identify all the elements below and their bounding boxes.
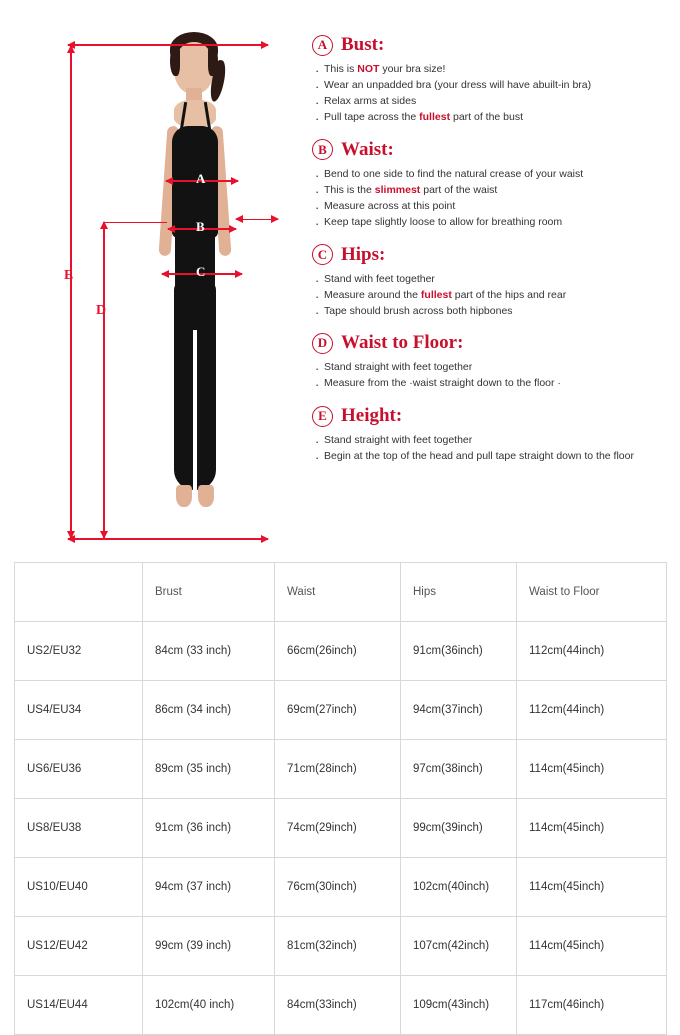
instruction-heading xyxy=(312,405,672,427)
instruction-heading xyxy=(312,244,672,266)
table-cell-waist-to-floor: 114cm(45inch) xyxy=(517,740,667,799)
instruction-heading xyxy=(312,34,672,56)
table-row xyxy=(15,799,667,858)
table-cell-waist-to-floor: 112cm(44inch) xyxy=(517,622,667,681)
top-garment-shape xyxy=(172,126,218,238)
badge-e: E xyxy=(312,406,333,427)
badge-b: B xyxy=(312,139,333,160)
table-cell-hips: 107cm(42inch) xyxy=(401,917,517,976)
figure-label-a: A xyxy=(196,171,206,186)
table-cell-bust: 99cm (39 inch) xyxy=(143,917,275,976)
instruction-block-hips xyxy=(312,244,672,320)
waist-extension-line xyxy=(236,219,278,220)
table-row xyxy=(15,622,667,681)
height-arrow-e xyxy=(70,46,72,538)
size-chart-table-wrapper xyxy=(14,562,666,1035)
table-cell-bust: 89cm (35 inch) xyxy=(143,740,275,799)
instruction-bullet: · Measure around the fullest part of the hips and rear xyxy=(312,288,672,304)
instruction-bullet: · Measure across at this point xyxy=(312,199,672,215)
figure-label-e: E xyxy=(64,268,74,283)
table-cell-size: US12/EU42 xyxy=(15,917,143,976)
table-cell-size: US14/EU44 xyxy=(15,976,143,1035)
table-cell-hips: 102cm(40inch) xyxy=(401,858,517,917)
instruction-bullet: · Begin at the top of the head and pull tape straight down to the floor xyxy=(312,449,672,465)
instruction-title-waist-to-floor: Waist to Floor: xyxy=(341,332,464,354)
instruction-bullet: · Stand straight with feet together xyxy=(312,433,672,449)
instruction-block-waist-to-floor xyxy=(312,332,672,392)
instruction-title-height: Height: xyxy=(341,405,403,427)
foot-left-shape xyxy=(176,485,192,507)
table-header-cell: Waist xyxy=(275,563,401,622)
instruction-heading xyxy=(312,332,672,354)
table-cell-bust: 91cm (36 inch) xyxy=(143,799,275,858)
table-cell-size: US2/EU32 xyxy=(15,622,143,681)
instruction-bullet: · Wear an unpadded bra (your dress will have abuilt-in bra) xyxy=(312,78,672,94)
instruction-title-waist: Waist: xyxy=(341,138,394,160)
table-header-cell: Hips xyxy=(401,563,517,622)
table-row xyxy=(15,681,667,740)
table-cell-hips: 97cm(38inch) xyxy=(401,740,517,799)
floor-line-arrow xyxy=(68,538,268,540)
leg-gap-shape xyxy=(193,330,197,490)
table-cell-size: US4/EU34 xyxy=(15,681,143,740)
badge-d: D xyxy=(312,333,333,354)
instruction-block-bust xyxy=(312,34,672,126)
instruction-bullet: · Bend to one side to find the natural crease of your waist xyxy=(312,167,672,183)
table-cell-bust: 86cm (34 inch) xyxy=(143,681,275,740)
table-cell-waist-to-floor: 114cm(45inch) xyxy=(517,858,667,917)
table-header-row xyxy=(15,563,667,622)
instruction-bullet: · Pull tape across the fullest part of the bust xyxy=(312,110,672,126)
table-cell-bust: 102cm(40 inch) xyxy=(143,976,275,1035)
instruction-bullet: · Measure from the ·waist straight down to the floor · xyxy=(312,376,672,392)
waist-to-floor-arrow-d xyxy=(103,222,105,538)
table-cell-waist-to-floor: 112cm(44inch) xyxy=(517,681,667,740)
instruction-bullet: · Stand straight with feet together xyxy=(312,360,672,376)
table-cell-hips: 94cm(37inch) xyxy=(401,681,517,740)
foot-right-shape xyxy=(198,485,214,507)
table-cell-size: US10/EU40 xyxy=(15,858,143,917)
instruction-block-waist xyxy=(312,139,672,231)
instructions-list xyxy=(312,34,672,478)
table-cell-waist: 84cm(33inch) xyxy=(275,976,401,1035)
badge-a: A xyxy=(312,35,333,56)
table-cell-hips: 99cm(39inch) xyxy=(401,799,517,858)
table-cell-waist: 69cm(27inch) xyxy=(275,681,401,740)
table-cell-bust: 84cm (33 inch) xyxy=(143,622,275,681)
table-cell-waist: 66cm(26inch) xyxy=(275,622,401,681)
instruction-bullet: · Tape should brush across both hipbones xyxy=(312,304,672,320)
table-cell-waist: 71cm(28inch) xyxy=(275,740,401,799)
table-cell-waist-to-floor: 114cm(45inch) xyxy=(517,917,667,976)
model-illustration xyxy=(130,30,260,540)
waist-to-floor-tick xyxy=(103,222,167,223)
instruction-title-bust: Bust: xyxy=(341,34,385,55)
table-cell-waist: 76cm(30inch) xyxy=(275,858,401,917)
table-header-cell: Brust xyxy=(143,563,275,622)
table-header-cell: Waist to Floor xyxy=(517,563,667,622)
badge-c: C xyxy=(312,244,333,265)
table-cell-hips: 109cm(43inch) xyxy=(401,976,517,1035)
table-cell-size: US6/EU36 xyxy=(15,740,143,799)
instruction-bullet: · Relax arms at sides xyxy=(312,94,672,110)
height-top-arrow xyxy=(68,44,268,46)
instruction-bullet: · Stand with feet together xyxy=(312,272,672,288)
instruction-title-hips: Hips: xyxy=(341,243,386,265)
table-cell-waist-to-floor: 114cm(45inch) xyxy=(517,799,667,858)
table-cell-waist-to-floor: 117cm(46inch) xyxy=(517,976,667,1035)
table-cell-size: US8/EU38 xyxy=(15,799,143,858)
instruction-block-height xyxy=(312,405,672,465)
figure-label-b: B xyxy=(196,219,205,234)
table-cell-hips: 91cm(36inch) xyxy=(401,622,517,681)
instruction-bullet: · This is the slimmest part of the waist xyxy=(312,183,672,199)
instruction-bullet: · Keep tape slightly loose to allow for breathing room xyxy=(312,215,672,231)
hair-left-shape xyxy=(170,46,180,76)
model-figure xyxy=(0,0,300,556)
instruction-bullet: · This is NOT your bra size! xyxy=(312,62,672,78)
size-chart-table xyxy=(14,562,667,1035)
figure-label-d: D xyxy=(96,303,107,318)
table-row xyxy=(15,740,667,799)
table-cell-bust: 94cm (37 inch) xyxy=(143,858,275,917)
table-cell-waist: 74cm(29inch) xyxy=(275,799,401,858)
table-cell-waist: 81cm(32inch) xyxy=(275,917,401,976)
table-header-cell xyxy=(15,563,143,622)
table-row xyxy=(15,917,667,976)
figure-label-c: C xyxy=(196,264,206,279)
instruction-heading xyxy=(312,139,672,161)
table-row xyxy=(15,858,667,917)
table-row xyxy=(15,976,667,1035)
